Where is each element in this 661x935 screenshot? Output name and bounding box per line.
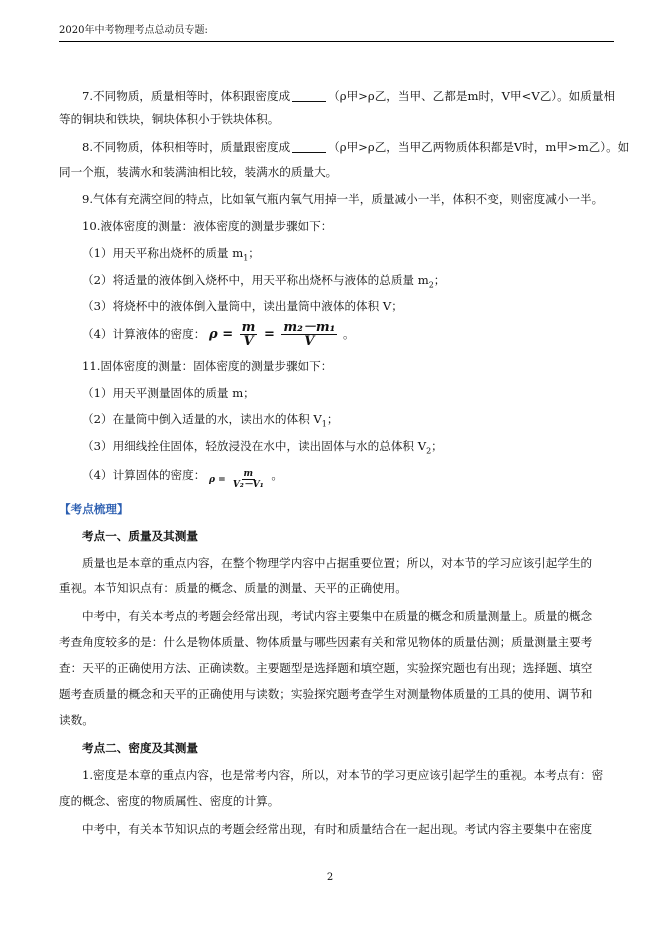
numerator: m [241,320,256,335]
denominator: V [304,334,315,349]
topic-1-para-1-line-1: 质量也是本章的重点内容，在整个物理学内容中占据重要位置；所以，对本节的学习应该引起学生的 [82,556,593,570]
equals-sign: = [263,327,275,342]
page-number: 2 [326,872,334,883]
text: （2）将适量的液体倒入烧杯中，用天平称出烧杯与液体的总质量 m [82,273,429,287]
page-header: 2020年中考物理考点总动员专题: [59,24,614,42]
text: 。 [271,468,283,482]
topic-2-para-2-line-1: 中考中，有关本节知识点的考题会经常出现，有时和质量结合在一起出现。考试内容主要集中在密度 [82,822,593,836]
step-11-4 [82,458,619,494]
step-11-1: （1）用天平测量固体的质量 m； [82,386,255,400]
fraction [231,469,266,490]
liquid-density-formula [209,321,339,349]
topic-2-title: 考点二、密度及其测量 [82,741,198,755]
text: （ρ甲>ρ乙，当甲乙两物质体积都是V时，m甲>m乙）。如 [328,140,630,154]
blank-underline [292,90,326,102]
step-11-2 [82,411,619,427]
text: （1）用天平称出烧杯的质量 m [82,246,244,260]
subscript: 1 [321,419,327,429]
step-10-3: （3）将烧杯中的液体倒入量筒中，读出量筒中液体的体积 V； [82,299,403,313]
text: ； [326,412,339,426]
subscript: 2 [426,446,432,456]
topic-1-para-2-line-2: 考查角度较多的是：什么是物体质量、物体质量与哪些因素有关和常见物体的质量估测；质量测量主要考 [59,635,593,649]
paragraph-9: 9.气体有充满空间的特点，比如氧气瓶内氧气用掉一半，质量减小一半，体积不变，则密度减小一半。 [82,192,604,206]
numerator: m₂－m₁ [283,320,336,335]
blank-underline [292,141,326,153]
text: 7.不同物质，质量相等时，体积跟密度成 [82,89,291,103]
paragraph-7-line-1 [82,88,619,104]
fraction [240,321,258,348]
equals-sign: = [222,327,234,342]
topic-1-para-2-line-1: 中考中，有关本考点的考题会经常出现，考试内容主要集中在质量的概念和质量测量上。质量的概念 [82,609,593,623]
step-10-2 [82,272,619,288]
denominator: V [243,334,254,349]
text: ； [433,273,446,287]
rho-symbol: ρ [209,327,218,342]
subscript: 1 [243,253,249,263]
topic-1-title: 考点一、质量及其测量 [82,529,198,543]
denominator: V₂－V₁ [232,480,264,490]
equals-sign: = [218,475,226,485]
step-10-4 [82,320,619,349]
topic-2-para-1-line-2: 度的概念、密度的物质属性、密度的计算。 [59,794,280,808]
paragraph-8-line-1 [82,139,630,155]
numerator: m [243,469,254,479]
topic-2-para-1-line-1: 1.密度是本章的重点内容，也是常考内容，所以，对本节的学习更应该引起学生的重视。本考点有：密 [82,768,604,782]
rho-symbol: ρ [209,475,216,485]
topic-1-para-2-line-3: 查：天平的正确使用方法、正确读数。主要题型是选择题和填空题，实验探究题也有出现；选择题、填空 [59,661,593,675]
paragraph-10: 10.液体密度的测量：液体密度的测量步骤如下： [82,219,333,233]
text: （3）用细线拴住固体，轻放浸没在水中，读出固体与水的总体积 V [82,439,427,453]
topic-1-para-2-line-5: 读数。 [59,713,94,727]
text: 8.不同物质，体积相等时，质量跟密度成 [82,140,291,154]
step-10-1 [82,245,619,261]
paragraph-11: 11.固体密度的测量：固体密度的测量步骤如下： [82,359,333,373]
text: （4）计算固体的密度： [82,468,206,482]
paragraph-8-line-2: 同一个瓶，装满水和装满油相比较，装满水的质量大。 [59,165,338,179]
text: （ρ甲>ρ乙，当甲、乙都是m时，V甲<V乙）。如质量相 [328,89,616,103]
section-label: 【考点梳理】 [59,502,129,516]
fraction [281,321,337,348]
text: （4）计算液体的密度： [82,327,206,341]
step-11-3 [82,438,619,454]
topic-1-para-2-line-4: 题考查质量的概念和天平的正确使用与读数；实验探究题考查学生对测量物体质量的工具的使用、调节和 [59,687,593,701]
subscript: 2 [428,280,434,290]
text: ； [431,439,443,453]
text: 。 [342,327,355,341]
paragraph-7-line-2: 等的铜块和铁块，铜块体积小于铁块体积。 [59,112,280,126]
text: ； [248,246,260,260]
text: （2）在量筒中倒入适量的水，读出水的体积 V [82,412,322,426]
solid-density-formula [209,466,268,494]
topic-1-para-1-line-2: 重视。本节知识点有：质量的概念、质量的测量、天平的正确使用。 [59,581,407,595]
